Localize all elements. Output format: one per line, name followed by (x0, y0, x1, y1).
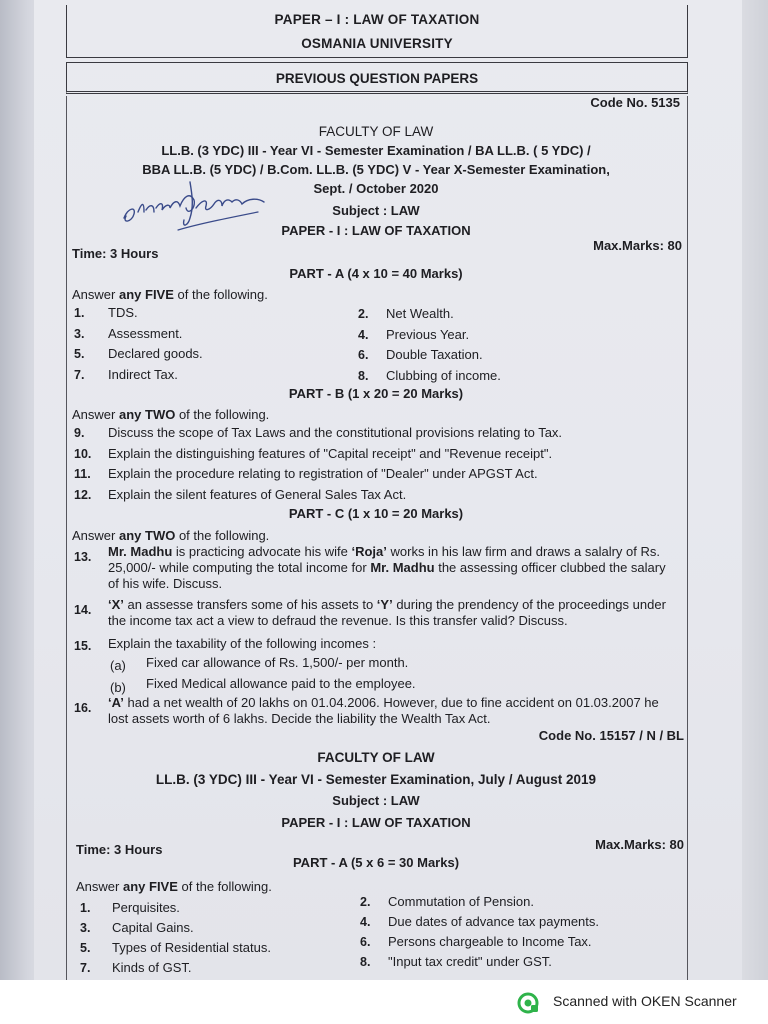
paper2-part-a-instruction: Answer any FIVE of the following. (76, 879, 272, 894)
question-16-number: 16. (74, 701, 92, 715)
paper1-max-marks: Max.Marks: 80 (593, 238, 682, 253)
question-14-text: ‘X’ an assesse transfers some of his assets to ‘Y’ during the prendency of the proceedings under the income tax act a view to defraud the revenue. Is this transfer valid? Discuss. (108, 597, 666, 628)
p2a-item-3-text: Capital Gains. (112, 920, 194, 935)
p2a-item-7-number: 7. (80, 961, 91, 975)
question-12-number: 12. (74, 487, 92, 502)
p2a-item-6-number: 6. (360, 935, 371, 949)
p1a-item-8-number: 8. (358, 368, 369, 383)
p1a-item-2-number: 2. (358, 307, 369, 321)
p1a-item-3-number: 3. (74, 326, 85, 341)
paper1-part-b-title: PART - B (1 x 20 = 20 Marks) (288, 386, 464, 401)
banner-box (66, 62, 688, 94)
oken-scanner-logo-icon (517, 992, 539, 1014)
question-15b-label: (b) (110, 680, 126, 695)
p2a-item-8-text: "Input tax credit" under GST. (388, 954, 552, 969)
p2a-item-1-text: Perquisites. (112, 900, 180, 915)
p2a-item-7-text: Kinds of GST. (112, 960, 192, 975)
p2a-item-6-text: Persons chargeable to Income Tax. (388, 934, 592, 949)
p1a-item-4-number: 4. (358, 327, 369, 342)
question-15b-text: Fixed Medical allowance paid to the employee. (146, 676, 416, 691)
paper2-time: Time: 3 Hours (76, 842, 163, 857)
paper2-part-a-title: PART - A (5 x 6 = 30 Marks) (292, 855, 460, 870)
header-box (66, 5, 688, 58)
p2a-item-4-number: 4. (360, 915, 371, 929)
p1a-item-5-number: 5. (74, 347, 85, 361)
p1a-item-7-number: 7. (74, 367, 85, 382)
p1a-item-3-text: Assessment. (108, 325, 183, 341)
scanner-watermark-text: Scanned with OKEN Scanner (553, 993, 737, 1009)
paper2-exam: LL.B. (3 YDC) III - Year VI - Semester Examination, July / August 2019 (155, 772, 597, 787)
paper1-code: Code No. 5135 (590, 95, 680, 110)
p2a-item-5-text: Types of Residential status. (112, 940, 271, 955)
p1a-item-6-text: Double Taxation. (386, 347, 483, 362)
paper1-part-b-instruction: Answer any TWO of the following. (72, 407, 270, 422)
p1a-item-1-text: TDS. (108, 305, 138, 320)
paper1-paper-title: PAPER - I : LAW OF TAXATION (281, 223, 471, 238)
question-10-number: 10. (74, 446, 92, 461)
paper2-subject: Subject : LAW (332, 793, 420, 808)
paper1-exam-line1: LL.B. (3 YDC) III - Year VI - Semester Examination / BA LL.B. ( 5 YDC) / (161, 143, 591, 158)
question-9-number: 9. (74, 426, 85, 440)
header-university: OSMANIA UNIVERSITY (301, 36, 453, 51)
p1a-item-8-text: Clubbing of income. (386, 367, 501, 383)
p2a-item-4-text: Due dates of advance tax payments. (388, 914, 600, 929)
question-9-text: Discuss the scope of Tax Laws and the constitutional provisions relating to Tax. (108, 425, 563, 440)
question-13-text: Mr. Madhu is practicing advocate his wife ‘Roja’ works in his law firm and draws a salalry of Rs. 25,000/- while computing the total income for Mr. Madhu the assessing officer clubbed the salary of his wife. Discuss. (108, 544, 666, 591)
paper1-part-a-title: PART - A (4 x 10 = 40 Marks) (289, 266, 463, 281)
paper1-part-c-title: PART - C (1 x 10 = 20 Marks) (288, 506, 464, 521)
question-13-number: 13. (74, 550, 92, 564)
p1a-item-1-number: 1. (74, 306, 85, 320)
p2a-item-8-number: 8. (360, 955, 371, 969)
paper1-time: Time: 3 Hours (72, 246, 159, 261)
p1a-item-5-text: Declared goods. (108, 346, 203, 361)
p2a-item-5-number: 5. (80, 941, 91, 955)
paper1-faculty: FACULTY OF LAW (318, 124, 434, 139)
p1a-item-7-text: Indirect Tax. (108, 366, 178, 382)
p2a-item-2-number: 2. (360, 895, 371, 909)
p1a-item-4-text: Previous Year. (386, 326, 470, 342)
question-15a-label: (a) (110, 658, 126, 673)
paper1-part-a-instruction: Answer any FIVE of the following. (72, 287, 268, 302)
header-title: PAPER – I : LAW OF TAXATION (274, 12, 480, 27)
question-10-text: Explain the distinguishing features of "Capital receipt" and "Revenue receipt". (108, 445, 553, 461)
question-15-text: Explain the taxability of the following incomes : (108, 636, 377, 651)
paper2-max-marks: Max.Marks: 80 (595, 837, 684, 852)
question-16-text: ‘A’ had a net wealth of 20 lakhs on 01.04.2006. However, due to fine accident on 01.03.2007 he lost assets worth of 6 lakhs. Decide the liability the Wealth Tax Act. (108, 695, 659, 726)
question-11-text: Explain the procedure relating to registration of "Dealer" under APGST Act. (108, 466, 538, 481)
p2a-item-2-text: Commutation of Pension. (388, 894, 534, 909)
question-12-text: Explain the silent features of General Sales Tax Act. (108, 486, 407, 502)
paper1-part-c-instruction: Answer any TWO of the following. (72, 528, 270, 543)
paper2-faculty: FACULTY OF LAW (317, 750, 435, 765)
paper1-session: Sept. / October 2020 (313, 181, 439, 196)
question-15a-text: Fixed car allowance of Rs. 1,500/- per month. (146, 655, 409, 670)
paper2-paper-title: PAPER - I : LAW OF TAXATION (281, 815, 471, 830)
banner-text: PREVIOUS QUESTION PAPERS (275, 71, 479, 86)
p1a-item-2-text: Net Wealth. (386, 306, 454, 321)
paper2-code: Code No. 15157 / N / BL (538, 728, 684, 743)
p2a-item-3-number: 3. (80, 921, 91, 935)
p2a-item-1-number: 1. (80, 901, 91, 915)
p1a-item-6-number: 6. (358, 348, 369, 362)
paper1-exam-line2: BBA LL.B. (5 YDC) / B.Com. LL.B. (5 YDC) V - Year X-Semester Examination, (142, 162, 610, 177)
question-14-number: 14. (74, 603, 92, 617)
question-11-number: 11. (74, 467, 91, 481)
question-15-number: 15. (74, 639, 92, 653)
paper1-subject: Subject : LAW (332, 203, 420, 218)
